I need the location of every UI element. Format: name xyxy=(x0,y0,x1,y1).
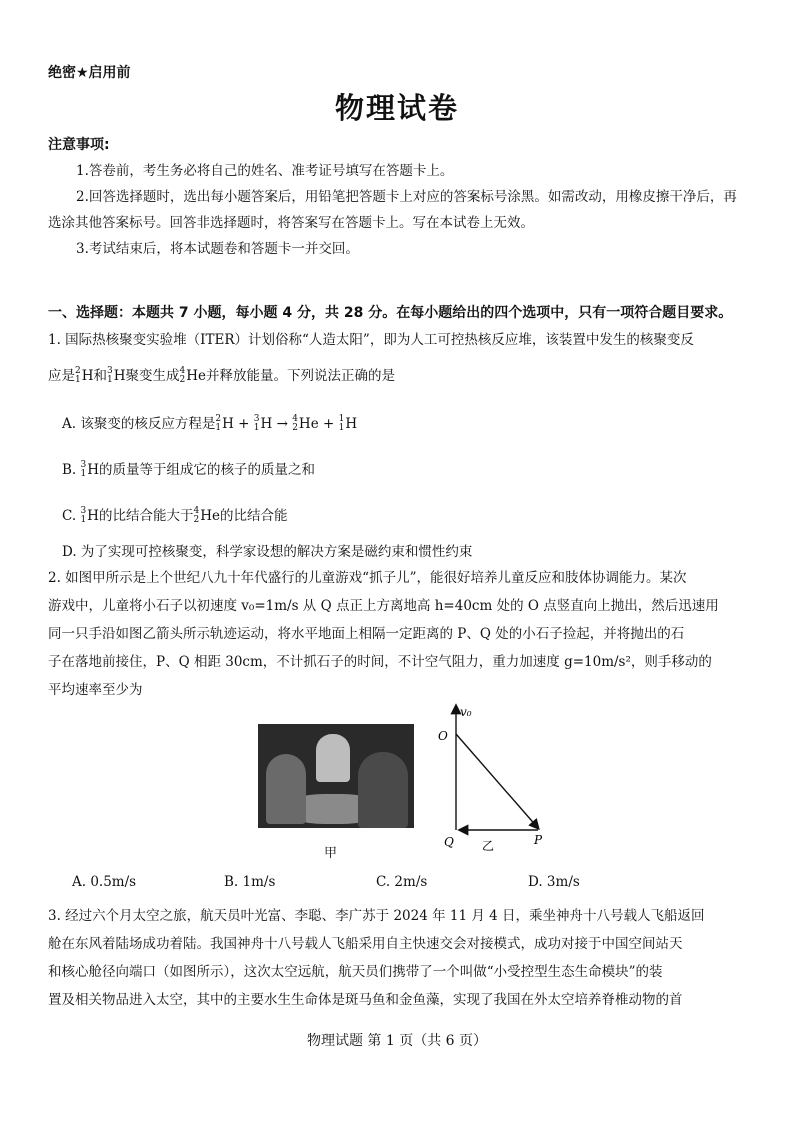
page-footer: 物理试题 第 1 页（共 6 页） xyxy=(306,1033,488,1049)
label-v0: v₀ xyxy=(460,705,472,719)
q2-options xyxy=(72,874,732,890)
trajectory-diagram xyxy=(440,700,560,860)
q1-text: 应是 xyxy=(48,368,75,384)
q2-line5: 平均速率至少为 xyxy=(48,682,143,698)
notice-item-2: 2.回答选择题时，选出每小题答案后，用铅笔把答题卡上对应的答案标号涂黑。如需改动，用橡皮擦干净后，再选涂其他答案标号。回答非选择题时，将答案写在答题卡上。写在本试卷上无效。 xyxy=(48,189,737,231)
q1-option-a: A. 该聚变的核反应方程是 2 1 H + 3 1 H → 4 2 He + 1 1 H xyxy=(62,413,358,433)
figure-yi-caption: 乙 xyxy=(482,839,495,853)
path-o-to-p xyxy=(456,734,538,828)
q1-option-d: D. 为了实现可控核聚变，科学家设想的解决方案是磁约束和惯性约束 xyxy=(62,544,473,560)
notice-item-1: 1.答卷前，考生务必将自己的姓名、准考证号填写在答题卡上。 xyxy=(76,163,454,179)
q3-line2: 舱在东风着陆场成功着陆。我国神舟十八号载人飞船采用自主快速交会对接模式，成功对接于中国空间站天 xyxy=(48,936,683,952)
q1-option-b: B. 3 1 H的质量等于组成它的核子的质量之和 xyxy=(62,459,316,479)
q1-stem-line2: 应是 2 1 H和 3 1 H聚变生成 4 2 He并释放能量。下列说法正确的是 xyxy=(48,365,396,385)
q3-line1: 3. 经过六个月太空之旅，航天员叶光富、李聪、李广苏于 2024 年 11 月 4 日，乘坐神舟十八号载人飞船返回 xyxy=(48,908,705,924)
label-p: P xyxy=(534,833,543,847)
q2-option-b: B. 1m/s xyxy=(224,874,276,890)
label-q: Q xyxy=(444,835,454,849)
q1-stem-line1: 1. 国际热核聚变实验堆（ITER）计划俗称“人造太阳”，即为人工可控热核反应堆，该装置中发生的核聚变反 xyxy=(48,332,694,348)
q2-line4: 子在落地前接住，P、Q 相距 30cm，不计抓石子的时间，不计空气阻力，重力加速度 g=10m/s²，则手移动的 xyxy=(48,654,712,670)
q2-option-d: D. 3m/s xyxy=(528,874,580,890)
q2-line1: 2. 如图甲所示是上个世纪八九十年代盛行的儿童游戏“抓子儿”，能很好培养儿童反应和肢体协调能力。某次 xyxy=(48,570,687,586)
confidential-mark: 绝密★启用前 xyxy=(48,65,131,81)
section-heading: 一、选择题：本题共 7 小题，每小题 4 分，共 28 分。在每小题给出的四个选项中，只有一项符合题目要求。 xyxy=(48,305,733,321)
notice-item-3: 3.考试结束后，将本试题卷和答题卡一并交回。 xyxy=(76,241,359,257)
q3-line4: 置及相关物品进入太空，其中的主要水生生命体是斑马鱼和金鱼藻，实现了我国在外太空培养脊椎动物的首 xyxy=(48,992,683,1008)
q1-option-c: C. 3 1 H的比结合能大于 4 2 He的比结合能 xyxy=(62,505,288,525)
page-title: 物理试卷 xyxy=(334,91,459,125)
label-o: O xyxy=(438,729,448,743)
q2-line3: 同一只手沿如图乙箭头所示轨迹运动，将水平地面上相隔一定距离的 P、Q 处的小石子捡起，并将抛出的石 xyxy=(48,626,685,642)
notice-heading: 注意事项: xyxy=(48,137,110,153)
q2-option-a: A. 0.5m/s xyxy=(72,874,137,890)
figure-jia-caption: 甲 xyxy=(324,846,338,861)
q2-line2: 游戏中，儿童将小石子以初速度 v₀=1m/s 从 Q 点正上方离地高 h=40cm 处的 O 点竖直向上抛出，然后迅速用 xyxy=(48,598,719,614)
nuclide-h2: 2 1 xyxy=(75,365,81,385)
children-game-photo xyxy=(258,724,414,828)
q2-option-c: C. 2m/s xyxy=(376,874,428,890)
q3-line3: 和核心舱径向端口（如图所示），这次太空远航，航天员们携带了一个叫做“小受控型生态生命模块”的装 xyxy=(48,964,663,980)
